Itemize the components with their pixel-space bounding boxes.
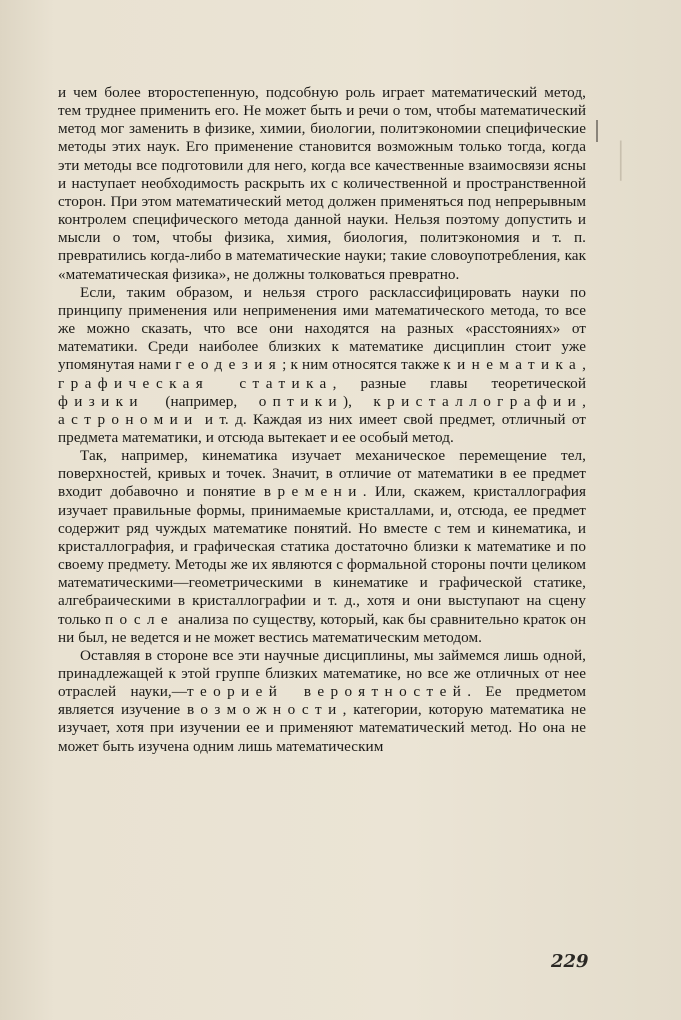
emphasized-term: графическая статика: [58, 374, 333, 392]
text-run: ,: [582, 356, 586, 374]
emphasized-term: астрономии: [58, 410, 199, 428]
emphasized-term: возможности: [186, 701, 343, 719]
emphasized-term: кинематика: [443, 356, 583, 374]
text-run: ),: [342, 392, 374, 410]
emphasized-term: физики: [58, 392, 144, 410]
text-run: Так, например, кинематика изучает механическое перемещение тел, поверхностей, кривых и точек. Значит, в отличие от математики в ее предмет входит добавочно и понятие: [58, 447, 586, 501]
margin-pencil-line: [596, 120, 598, 142]
text-run: (например,: [143, 392, 259, 410]
page-number: 229: [551, 951, 589, 972]
text-run: и чем более второстепенную, подсобную роль играет математический метод, тем труднее применить его. Не может быть и речи о том, чтобы математический метод мог заменить в физике, химии, биологии, политэкономии специфические методы этих наук. Его применение становится возможным только тогда, когда эти методы все подготовили для него, когда все качественные взаимосвязи ясны и наступает необходимость раскрыть их с количественной и пространственной сторон. При этом математический метод должен применяться под непрерывным контролем специфического метода данной науки. Нельзя поэтому допустить и мысли о том, чтобы физика, химия, биология, политэкономия и т. п. превратились когда-либо в математические науки; такие словоупотребления, как «математическая физика», не должны толковаться превратно.: [58, 84, 586, 283]
text-run: , категории, которую математика не изучает, хотя при изучении ее и применяют математический метод. Но она не может быть изучена одним лишь математическим: [58, 701, 586, 755]
paragraph: [58, 447, 586, 647]
text-run: . Ее предметом является изучение: [58, 683, 586, 719]
emphasized-term: времени: [263, 483, 363, 501]
text-run: ,: [582, 392, 586, 410]
emphasized-term: после: [104, 610, 175, 628]
text-run: , разные главы теоретической: [332, 374, 586, 392]
margin-pencil-mark: |: [617, 135, 625, 181]
text-run: ; к ним относятся также: [282, 356, 444, 374]
emphasized-term: геодезия: [175, 356, 283, 374]
text-run: . Или, скажем, кристаллография изучает правильные формы, принимаемые кристаллами, и, отсюда, ее предмет содержит ряд чуждых математике понятий. Но вместе с тем и кинематика, и кристаллография, и графическая статика достаточно близки к математике и по своему предмету. Методы же их являются с формальной стороны почти целиком математическими—геометрическими в кинематике и графической статике, алгебраическими в кристаллографии и т. д., хотя и они выступают на сцену только: [58, 483, 586, 628]
emphasized-term: теорией вероятностей: [187, 683, 468, 701]
text-run: и т. д. Каждая из них имеет свой предмет, отличный от предмета математики, и отсюда вытекает и ее особый метод.: [58, 410, 586, 446]
text-run: Оставляя в стороне все эти научные дисциплины, мы займемся лишь одной, принадлежащей к этой группе близких математике, но все же отличных от нее отраслей науки,—: [58, 646, 586, 701]
text-run: Если, таким образом, и нельзя строго расклассифицировать науки по принципу применения или неприменения ими математического метода, то все же можно сказать, что все они находятся на разных «расстояниях» от математики. Среди наиболее близких к математике дисциплин стоит уже упомянутая нами: [58, 283, 586, 374]
paragraph: [58, 284, 586, 447]
paragraph: [58, 647, 586, 756]
paragraph: [58, 84, 586, 284]
text-run: анализа по существу, который, как бы сравнительно краток он ни был, не ведется и не может вестись математическим методом.: [58, 610, 586, 646]
body-text: [58, 84, 586, 756]
emphasized-term: кристаллографии: [373, 392, 583, 410]
emphasized-term: оптики: [258, 392, 343, 410]
